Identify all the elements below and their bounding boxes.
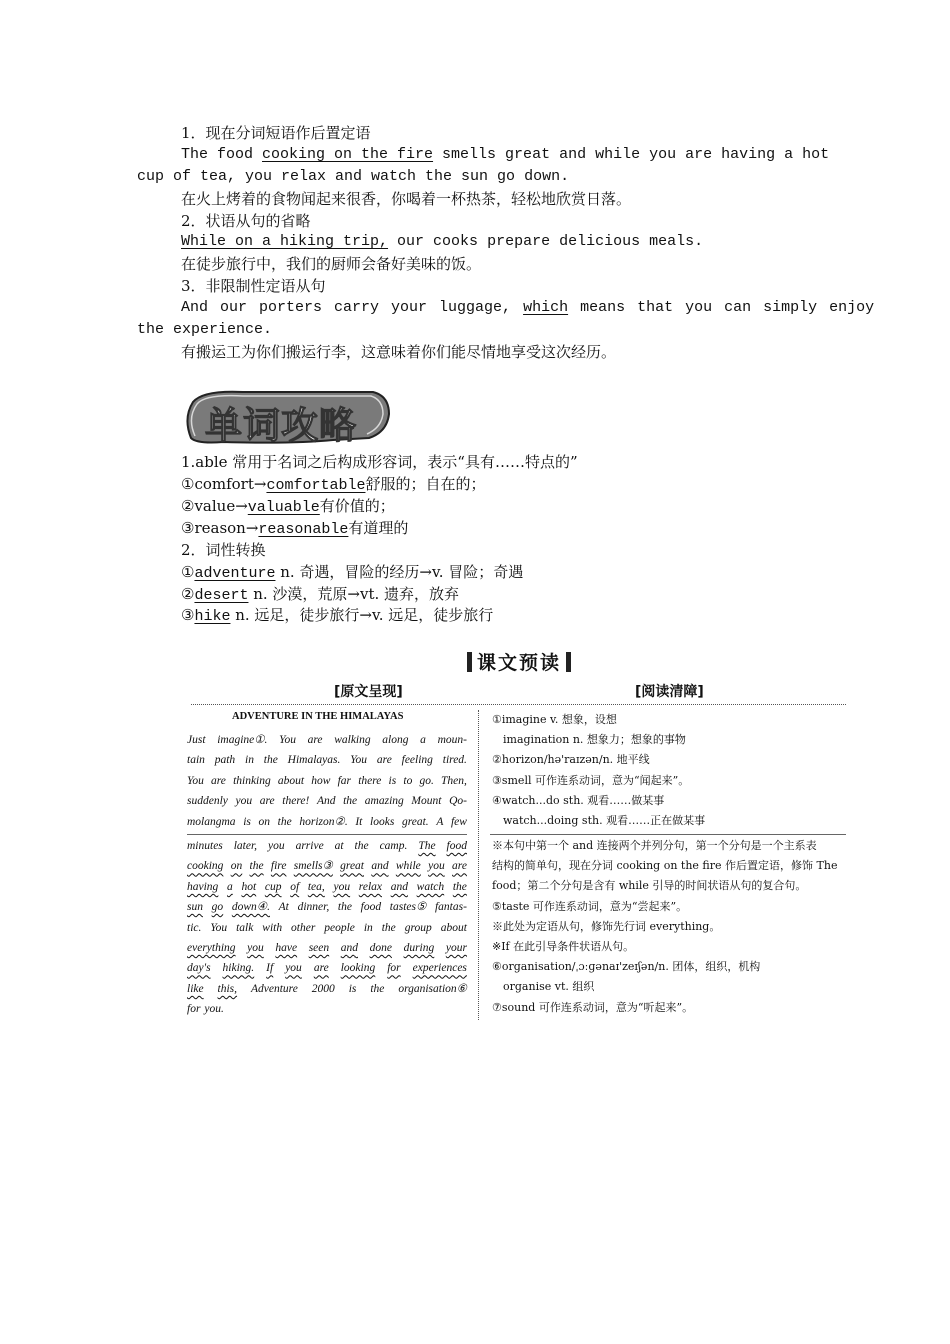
text-run: 有道理的 bbox=[348, 519, 409, 537]
article-line bbox=[187, 979, 467, 999]
article-word: The bbox=[418, 840, 436, 852]
article-word: tic. bbox=[187, 921, 202, 934]
article-word: You bbox=[350, 754, 368, 767]
article-word: a bbox=[420, 734, 426, 746]
article-word: great bbox=[340, 860, 364, 873]
article-word: are bbox=[452, 860, 467, 873]
note-line: ※此处为定语从句，修饰先行词 everything。 bbox=[492, 919, 721, 933]
article-word: this, bbox=[217, 982, 238, 995]
article-word: You bbox=[279, 734, 296, 746]
article-word: other bbox=[291, 921, 316, 934]
article-bottom-block bbox=[187, 836, 467, 1021]
article-word: have bbox=[275, 942, 298, 954]
article-word: you. bbox=[204, 1003, 224, 1016]
article-word: you bbox=[333, 880, 351, 893]
article-word: later, bbox=[233, 840, 258, 852]
underlined-word: adventure bbox=[194, 565, 276, 582]
text-run: ②value→ bbox=[181, 497, 248, 515]
article-word: the bbox=[354, 840, 369, 852]
article-word: is bbox=[388, 774, 397, 787]
article-word: tastes⑤ bbox=[389, 901, 427, 914]
text-run: our cooks prepare delicious meals. bbox=[388, 233, 704, 250]
article-word: in bbox=[245, 754, 254, 767]
tab-divider bbox=[191, 690, 846, 705]
article-word: path bbox=[214, 754, 236, 767]
text-run: And our porters carry your luggage, bbox=[181, 299, 524, 316]
text-run: n. 远足，徒步旅行→v. 远足，徒步旅行 bbox=[230, 606, 494, 624]
article-word: If bbox=[266, 962, 274, 975]
article-word: tain bbox=[187, 754, 205, 767]
bar-icon bbox=[566, 652, 571, 672]
article-title: ADVENTURE IN THE HIMALAYAS bbox=[232, 711, 404, 722]
article-word: go bbox=[211, 901, 224, 914]
article-word: at bbox=[334, 840, 344, 852]
article-word: experiences bbox=[412, 962, 467, 975]
underlined-word: desert bbox=[194, 587, 249, 604]
grammar-example-1-line-2: cup of tea, you relax and watch the sun go down. bbox=[137, 168, 570, 185]
article-word: while bbox=[395, 860, 421, 873]
article-word: molangma bbox=[187, 815, 236, 828]
article-word: go. bbox=[419, 774, 434, 787]
text-run: 有价值的； bbox=[319, 497, 395, 515]
article-line bbox=[187, 877, 467, 897]
note-line: ※If 在此引导条件状语从句。 bbox=[492, 940, 635, 953]
article-word: with bbox=[262, 921, 283, 934]
article-word: the bbox=[249, 860, 264, 873]
article-top-block bbox=[187, 730, 467, 830]
vocab-conversion-3 bbox=[181, 604, 493, 628]
article-word: cooking bbox=[187, 860, 224, 873]
article-word: the bbox=[370, 982, 385, 995]
article-word: fire bbox=[270, 860, 287, 873]
article-word: camp. bbox=[379, 840, 408, 852]
text-run: ① bbox=[181, 563, 195, 581]
article-line bbox=[187, 836, 467, 856]
article-word: imagine①. bbox=[217, 734, 268, 746]
article-word: A bbox=[436, 815, 444, 828]
article-line bbox=[187, 897, 467, 917]
article-line bbox=[187, 999, 467, 1019]
article-word: relax bbox=[358, 880, 382, 893]
note-line: food；第二个分句是含有 while 引导的时间状语从句的复合句。 bbox=[492, 879, 807, 893]
article-word: looking bbox=[340, 962, 376, 975]
text-run: 舒服的；自在的； bbox=[365, 475, 486, 493]
note-line: ※本句中第一个 and 连接两个并列分句，第一个分句是一个主系表 bbox=[492, 839, 817, 852]
article-word: during bbox=[403, 942, 435, 954]
text-run: ③ bbox=[181, 606, 195, 624]
article-word: of bbox=[290, 880, 300, 893]
article-word: talk bbox=[236, 921, 254, 934]
article-word: hot bbox=[241, 880, 257, 893]
grammar-example-3-line-2: the experience. bbox=[137, 321, 273, 338]
grammar-example-1-line-1 bbox=[181, 144, 830, 166]
vocab-heading-2: 2．词性转换 bbox=[181, 541, 266, 559]
article-word: the bbox=[452, 880, 467, 893]
text-run: smells great and while you are having a hot bbox=[433, 146, 830, 163]
article-word: Just bbox=[187, 734, 206, 746]
grammar-example-3-line-1 bbox=[181, 297, 875, 319]
article-word: having bbox=[187, 880, 219, 893]
preview-title bbox=[462, 648, 576, 675]
grammar-heading-3: 3．非限制性定语从句 bbox=[181, 277, 326, 295]
notes-divider bbox=[490, 834, 846, 835]
article-line bbox=[187, 771, 467, 791]
article-word: the bbox=[337, 901, 352, 914]
article-word: the bbox=[277, 815, 292, 828]
grammar-example-3-translation: 有搬运工为你们搬运行李，这意味着你们能尽情地享受这次经历。 bbox=[181, 343, 617, 361]
article-word: sun bbox=[187, 901, 203, 914]
note-line: ②horizon/hə'raɪzən/n. 地平线 bbox=[492, 753, 650, 767]
note-line: ③smell 可作连系动词，意为“闻起来”。 bbox=[492, 773, 690, 787]
article-line bbox=[187, 958, 467, 978]
vocab-item-1 bbox=[181, 473, 486, 497]
article-word: tired. bbox=[442, 754, 467, 767]
article-word: horizon②. bbox=[299, 815, 348, 828]
article-word: moun- bbox=[437, 734, 467, 746]
tab-reading-notes: [阅读清障] bbox=[633, 681, 706, 701]
article-line bbox=[187, 938, 467, 958]
article-word: watch bbox=[416, 880, 445, 893]
article-word: Qo- bbox=[449, 795, 467, 808]
article-word: feeling bbox=[401, 754, 433, 767]
tab-original-text: [原文呈现] bbox=[332, 681, 405, 701]
article-word: there bbox=[358, 774, 382, 787]
article-word: walking bbox=[334, 734, 371, 746]
article-line bbox=[187, 812, 467, 832]
article-word: cup bbox=[264, 880, 282, 893]
underlined-phrase: cooking on the fire bbox=[262, 146, 434, 163]
underlined-phrase: While on a hiking trip, bbox=[181, 233, 389, 250]
article-line bbox=[187, 730, 467, 750]
grammar-heading-2: 2．状语从句的省略 bbox=[181, 212, 311, 230]
preview-title-text: 课文预读 bbox=[477, 652, 562, 674]
underlined-word: reasonable bbox=[258, 521, 349, 538]
grammar-heading-1: 1．现在分词短语作后置定语 bbox=[181, 124, 371, 142]
article-word: along bbox=[382, 734, 409, 746]
text-run: n. 沙漠，荒原→vt. 遗弃，放弃 bbox=[248, 585, 460, 603]
article-word: few bbox=[450, 815, 467, 828]
article-word: is bbox=[348, 982, 357, 995]
article-word: the bbox=[263, 754, 278, 767]
article-word: Then, bbox=[441, 774, 467, 787]
article-word: are bbox=[313, 962, 329, 975]
article-word: about bbox=[440, 921, 467, 934]
text-run: The food bbox=[181, 146, 263, 163]
article-word: At bbox=[278, 901, 289, 914]
note-line: ⑥organisation/ˌɔːɡənaɪ'zeɪʃən/n. 团体，组织，机构 bbox=[492, 960, 761, 974]
vocab-heading-1: 1.able 常用于名词之后构成形容词，表示“具有……特点的” bbox=[181, 453, 578, 471]
article-word: minutes bbox=[187, 840, 223, 852]
underlined-word: comfortable bbox=[266, 477, 366, 494]
article-word: are bbox=[211, 774, 226, 787]
article-word: And bbox=[316, 795, 336, 808]
text-run: ③reason→ bbox=[181, 519, 259, 537]
article-word: the bbox=[381, 921, 396, 934]
article-word: amazing bbox=[364, 795, 404, 808]
article-line bbox=[187, 791, 467, 811]
article-word: for bbox=[187, 1003, 201, 1016]
article-word: you bbox=[235, 795, 253, 808]
article-line bbox=[187, 856, 467, 876]
note-line: ④watch...do sth. 观看……做某事 bbox=[492, 793, 665, 807]
text-run: n. 奇遇，冒险的经历→v. 冒险；奇遇 bbox=[275, 563, 524, 581]
article-word: great. bbox=[401, 815, 429, 828]
vocab-item-2 bbox=[181, 495, 395, 519]
text-run: ①comfort→ bbox=[181, 475, 267, 493]
article-word: food bbox=[446, 840, 467, 852]
article-line bbox=[187, 750, 467, 770]
article-word: about bbox=[277, 774, 305, 787]
article-word: hiking. bbox=[222, 962, 255, 975]
article-word: your bbox=[445, 942, 467, 954]
article-word: down④. bbox=[231, 901, 270, 914]
underlined-word: which bbox=[523, 299, 569, 316]
article-word: food bbox=[360, 901, 382, 914]
article-word: a bbox=[227, 880, 233, 893]
article-word: on bbox=[258, 815, 271, 828]
note-line: ①imagine v. 想象，设想 bbox=[492, 713, 617, 726]
article-word: day's bbox=[187, 962, 211, 975]
note-line: 结构的简单句，现在分词 cooking on the fire 作后置定语，修饰 The bbox=[492, 859, 838, 873]
article-word: and bbox=[390, 880, 408, 893]
section-banner bbox=[183, 388, 393, 448]
article-word: dinner, bbox=[297, 901, 330, 914]
article-word: and bbox=[340, 942, 358, 954]
article-word: the bbox=[343, 795, 358, 808]
vocab-conversion-1 bbox=[181, 561, 523, 585]
article-word: and bbox=[371, 860, 389, 873]
article-word: Adventure bbox=[250, 982, 298, 995]
text-run: means that you can simply enjoy bbox=[568, 299, 875, 316]
bar-icon bbox=[467, 652, 472, 672]
article-word: done bbox=[369, 942, 392, 954]
article-word: in bbox=[363, 921, 373, 934]
grammar-example-1-translation: 在火上烤着的食物闻起来很香，你喝着一杯热茶，轻松地欣赏日落。 bbox=[181, 190, 632, 208]
article-word: for bbox=[387, 962, 401, 975]
article-word: far bbox=[337, 774, 352, 787]
article-word: like bbox=[187, 982, 204, 995]
article-word: are bbox=[307, 734, 323, 746]
text-run: ② bbox=[181, 585, 195, 603]
article-divider bbox=[187, 834, 467, 835]
article-word: suddenly bbox=[187, 795, 228, 808]
article-word: fantas- bbox=[434, 901, 467, 914]
article-word: you bbox=[428, 860, 445, 873]
article-word: you bbox=[247, 942, 264, 954]
article-word: is bbox=[243, 815, 251, 828]
article-word: on bbox=[230, 860, 243, 873]
article-word: looks bbox=[370, 815, 395, 828]
note-line: imagination n. 想象力；想象的事物 bbox=[492, 733, 686, 747]
article-word: thinking bbox=[233, 774, 271, 787]
article-word: tea, bbox=[307, 880, 325, 893]
article-word: smells③ bbox=[293, 860, 333, 873]
article-word: Himalayas. bbox=[287, 754, 341, 767]
banner-title: 单词攻略 bbox=[205, 404, 357, 447]
note-line: watch...doing sth. 观看……正在做某事 bbox=[492, 814, 706, 827]
article-word: how bbox=[311, 774, 331, 787]
article-word: You bbox=[187, 774, 204, 787]
article-word: you bbox=[268, 840, 285, 852]
article-word: everything bbox=[187, 942, 236, 954]
vocab-item-3 bbox=[181, 517, 408, 541]
grammar-example-2 bbox=[181, 231, 703, 253]
article-word: It bbox=[355, 815, 363, 828]
note-line: ⑤taste 可作连系动词，意为“尝起来”。 bbox=[492, 899, 688, 913]
article-word: seen bbox=[308, 942, 330, 954]
underlined-word: valuable bbox=[247, 499, 320, 516]
article-word: organisation⑥ bbox=[398, 982, 467, 995]
article-word: are bbox=[376, 754, 392, 767]
article-word: You bbox=[210, 921, 228, 934]
note-line: organise vt. 组织 bbox=[492, 980, 595, 994]
grammar-example-2-translation: 在徒步旅行中，我们的厨师会备好美味的饭。 bbox=[181, 255, 482, 273]
article-word: people bbox=[324, 921, 355, 934]
article-word: are bbox=[259, 795, 275, 808]
note-line: ⑦sound 可作连系动词，意为“听起来”。 bbox=[492, 1000, 694, 1014]
article-word: group bbox=[404, 921, 432, 934]
article-word: 2000 bbox=[311, 982, 335, 995]
article-word: there! bbox=[282, 795, 310, 808]
article-word: arrive bbox=[295, 840, 324, 852]
underlined-word: hike bbox=[194, 608, 231, 625]
article-word: to bbox=[403, 774, 413, 787]
article-word: you bbox=[285, 962, 302, 975]
column-divider bbox=[478, 710, 479, 1020]
article-word: Mount bbox=[411, 795, 442, 808]
article-line bbox=[187, 918, 467, 938]
